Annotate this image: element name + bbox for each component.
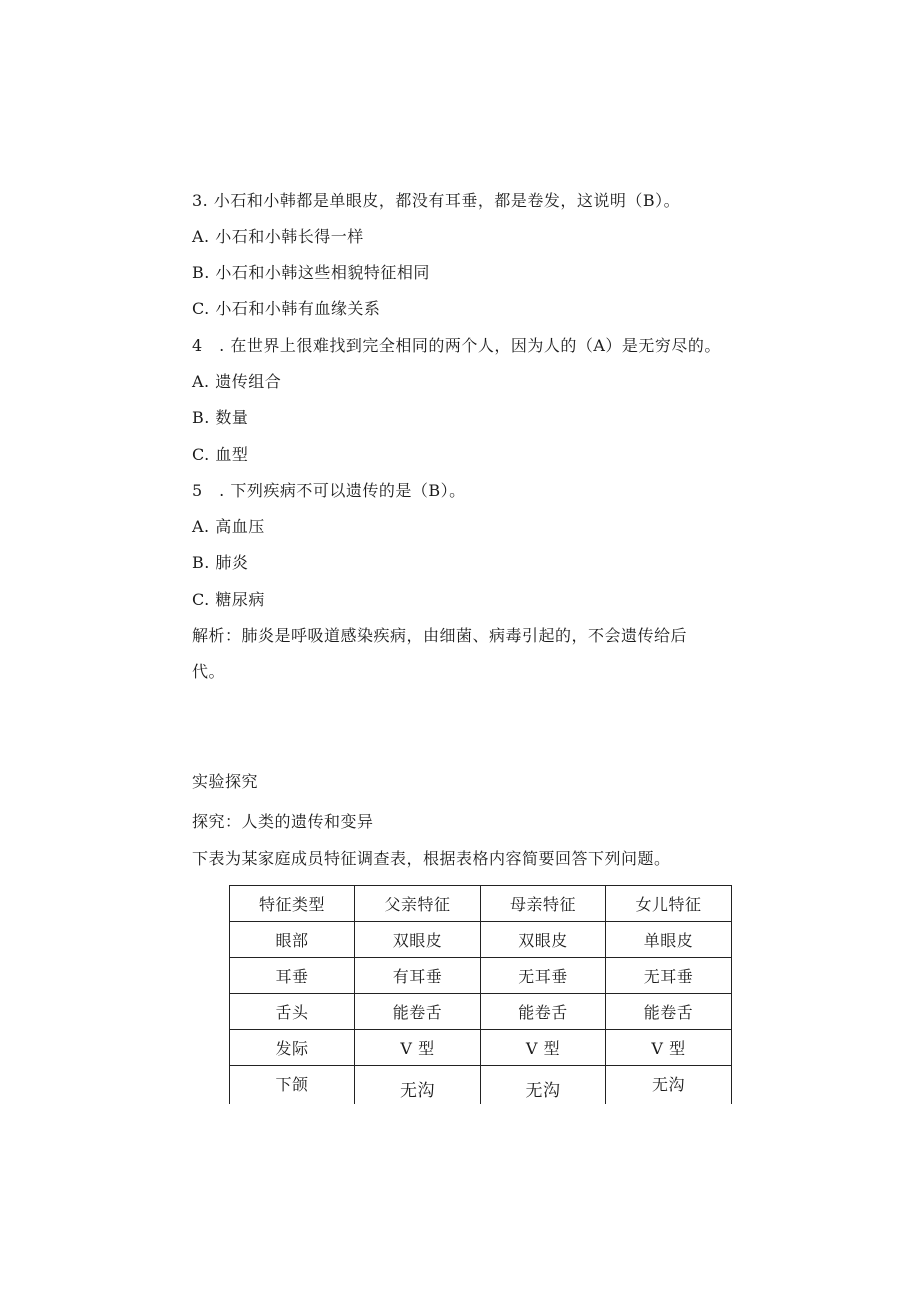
q3-option-c: C. 小石和小韩有血缘关系 [192,299,381,318]
table-cell: V 型 [606,1030,732,1066]
table-cell: 耳垂 [230,958,355,994]
table-cell: 发际 [230,1030,355,1066]
table-row [230,1030,732,1066]
table-row [230,1066,732,1104]
q5-stem: 5 . 下列疾病不可以遗传的是（B）。 [192,481,466,500]
experiment-heading: 实验探究 [192,772,259,791]
q5-analysis-line1: 解析：肺炎是呼吸道感染疾病，由细菌、病毒引起的，不会遗传给后 [192,626,688,645]
q3-option-b: B. 小石和小韩这些相貌特征相同 [192,263,430,282]
table-cell: 下颌 [230,1066,355,1104]
q4-option-a: A. 遗传组合 [192,372,282,391]
table-row [230,922,732,958]
q4-option-b: B. 数量 [192,408,249,427]
table-cell: 单眼皮 [606,922,732,958]
table-cell: 舌头 [230,994,355,1030]
experiment-intro: 下表为某家庭成员特征调查表，根据表格内容简要回答下列问题。 [192,849,671,868]
table-cell: 有耳垂 [355,958,481,994]
table-cell: V 型 [355,1030,481,1066]
table-cell: 眼部 [230,922,355,958]
table-cell: 双眼皮 [355,922,481,958]
family-trait-table [229,885,732,1104]
q4-stem: 4 . 在世界上很难找到完全相同的两个人，因为人的（A）是无穷尽的。 [192,336,721,355]
table-cell: 无沟 [355,1066,481,1104]
table-cell: 能卷舌 [481,994,606,1030]
table-cell: 无耳垂 [481,958,606,994]
q5-option-c: C. 糖尿病 [192,590,265,609]
table-cell: V 型 [481,1030,606,1066]
table-cell: 能卷舌 [606,994,732,1030]
table-header-row [230,886,732,922]
q3-stem: 3. 小石和小韩都是单眼皮，都没有耳垂，都是卷发，这说明（B）。 [192,191,681,210]
q5-option-a: A. 高血压 [192,517,265,536]
table-cell: 能卷舌 [355,994,481,1030]
table-header-cell: 特征类型 [230,886,355,922]
table-cell: 双眼皮 [481,922,606,958]
q5-option-b: B. 肺炎 [192,553,249,572]
table-row [230,958,732,994]
table-cell: 无沟 [481,1066,606,1104]
q4-option-c: C. 血型 [192,445,249,464]
table-cell: 无耳垂 [606,958,732,994]
experiment-topic: 探究：人类的遗传和变异 [192,812,374,831]
table-header-cell: 女儿特征 [606,886,732,922]
q5-analysis-line2: 代。 [192,662,226,681]
table-header-cell: 父亲特征 [355,886,481,922]
table-row [230,994,732,1030]
table-cell: 无沟 [606,1066,732,1104]
q3-option-a: A. 小石和小韩长得一样 [192,227,364,246]
table-header-cell: 母亲特征 [481,886,606,922]
